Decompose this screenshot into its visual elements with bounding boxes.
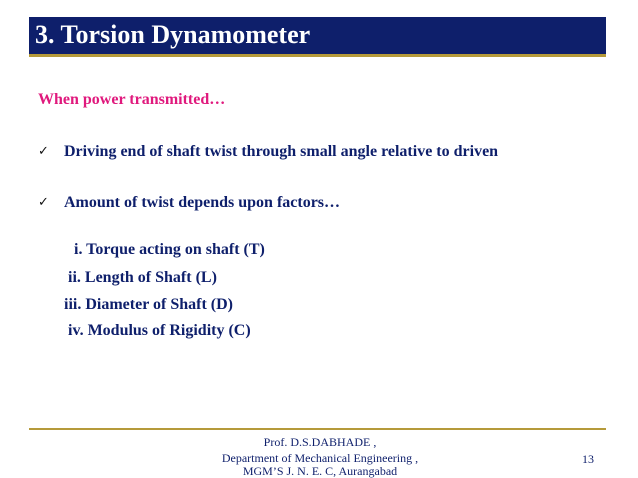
factor-item: ii. Length of Shaft (L) [68, 269, 217, 286]
factor-item: i. Torque acting on shaft (T) [74, 241, 265, 258]
slide-subtitle: When power transmitted… [38, 91, 226, 108]
title-bar [29, 17, 606, 57]
factor-item: iii. Diameter of Shaft (D) [64, 296, 233, 313]
bullet-text: Driving end of shaft twist through small angle relative to driven [64, 143, 499, 160]
page-number: 13 [582, 452, 594, 466]
check-icon: ✓ [38, 143, 49, 158]
footer-institute: MGM’S J. N. E. C, Aurangabad [242, 464, 398, 478]
footer-author: Prof. D.S.DABHADE , [263, 435, 377, 449]
footer-department: Department of Mechanical Engineering , [221, 451, 419, 465]
slide-title: 3. Torsion Dynamometer [35, 20, 311, 49]
check-icon: ✓ [38, 194, 49, 209]
footer-divider [29, 428, 606, 430]
factor-item: iv. Modulus of Rigidity (C) [68, 322, 251, 339]
bullet-text: Amount of twist depends upon factors… [64, 194, 341, 211]
